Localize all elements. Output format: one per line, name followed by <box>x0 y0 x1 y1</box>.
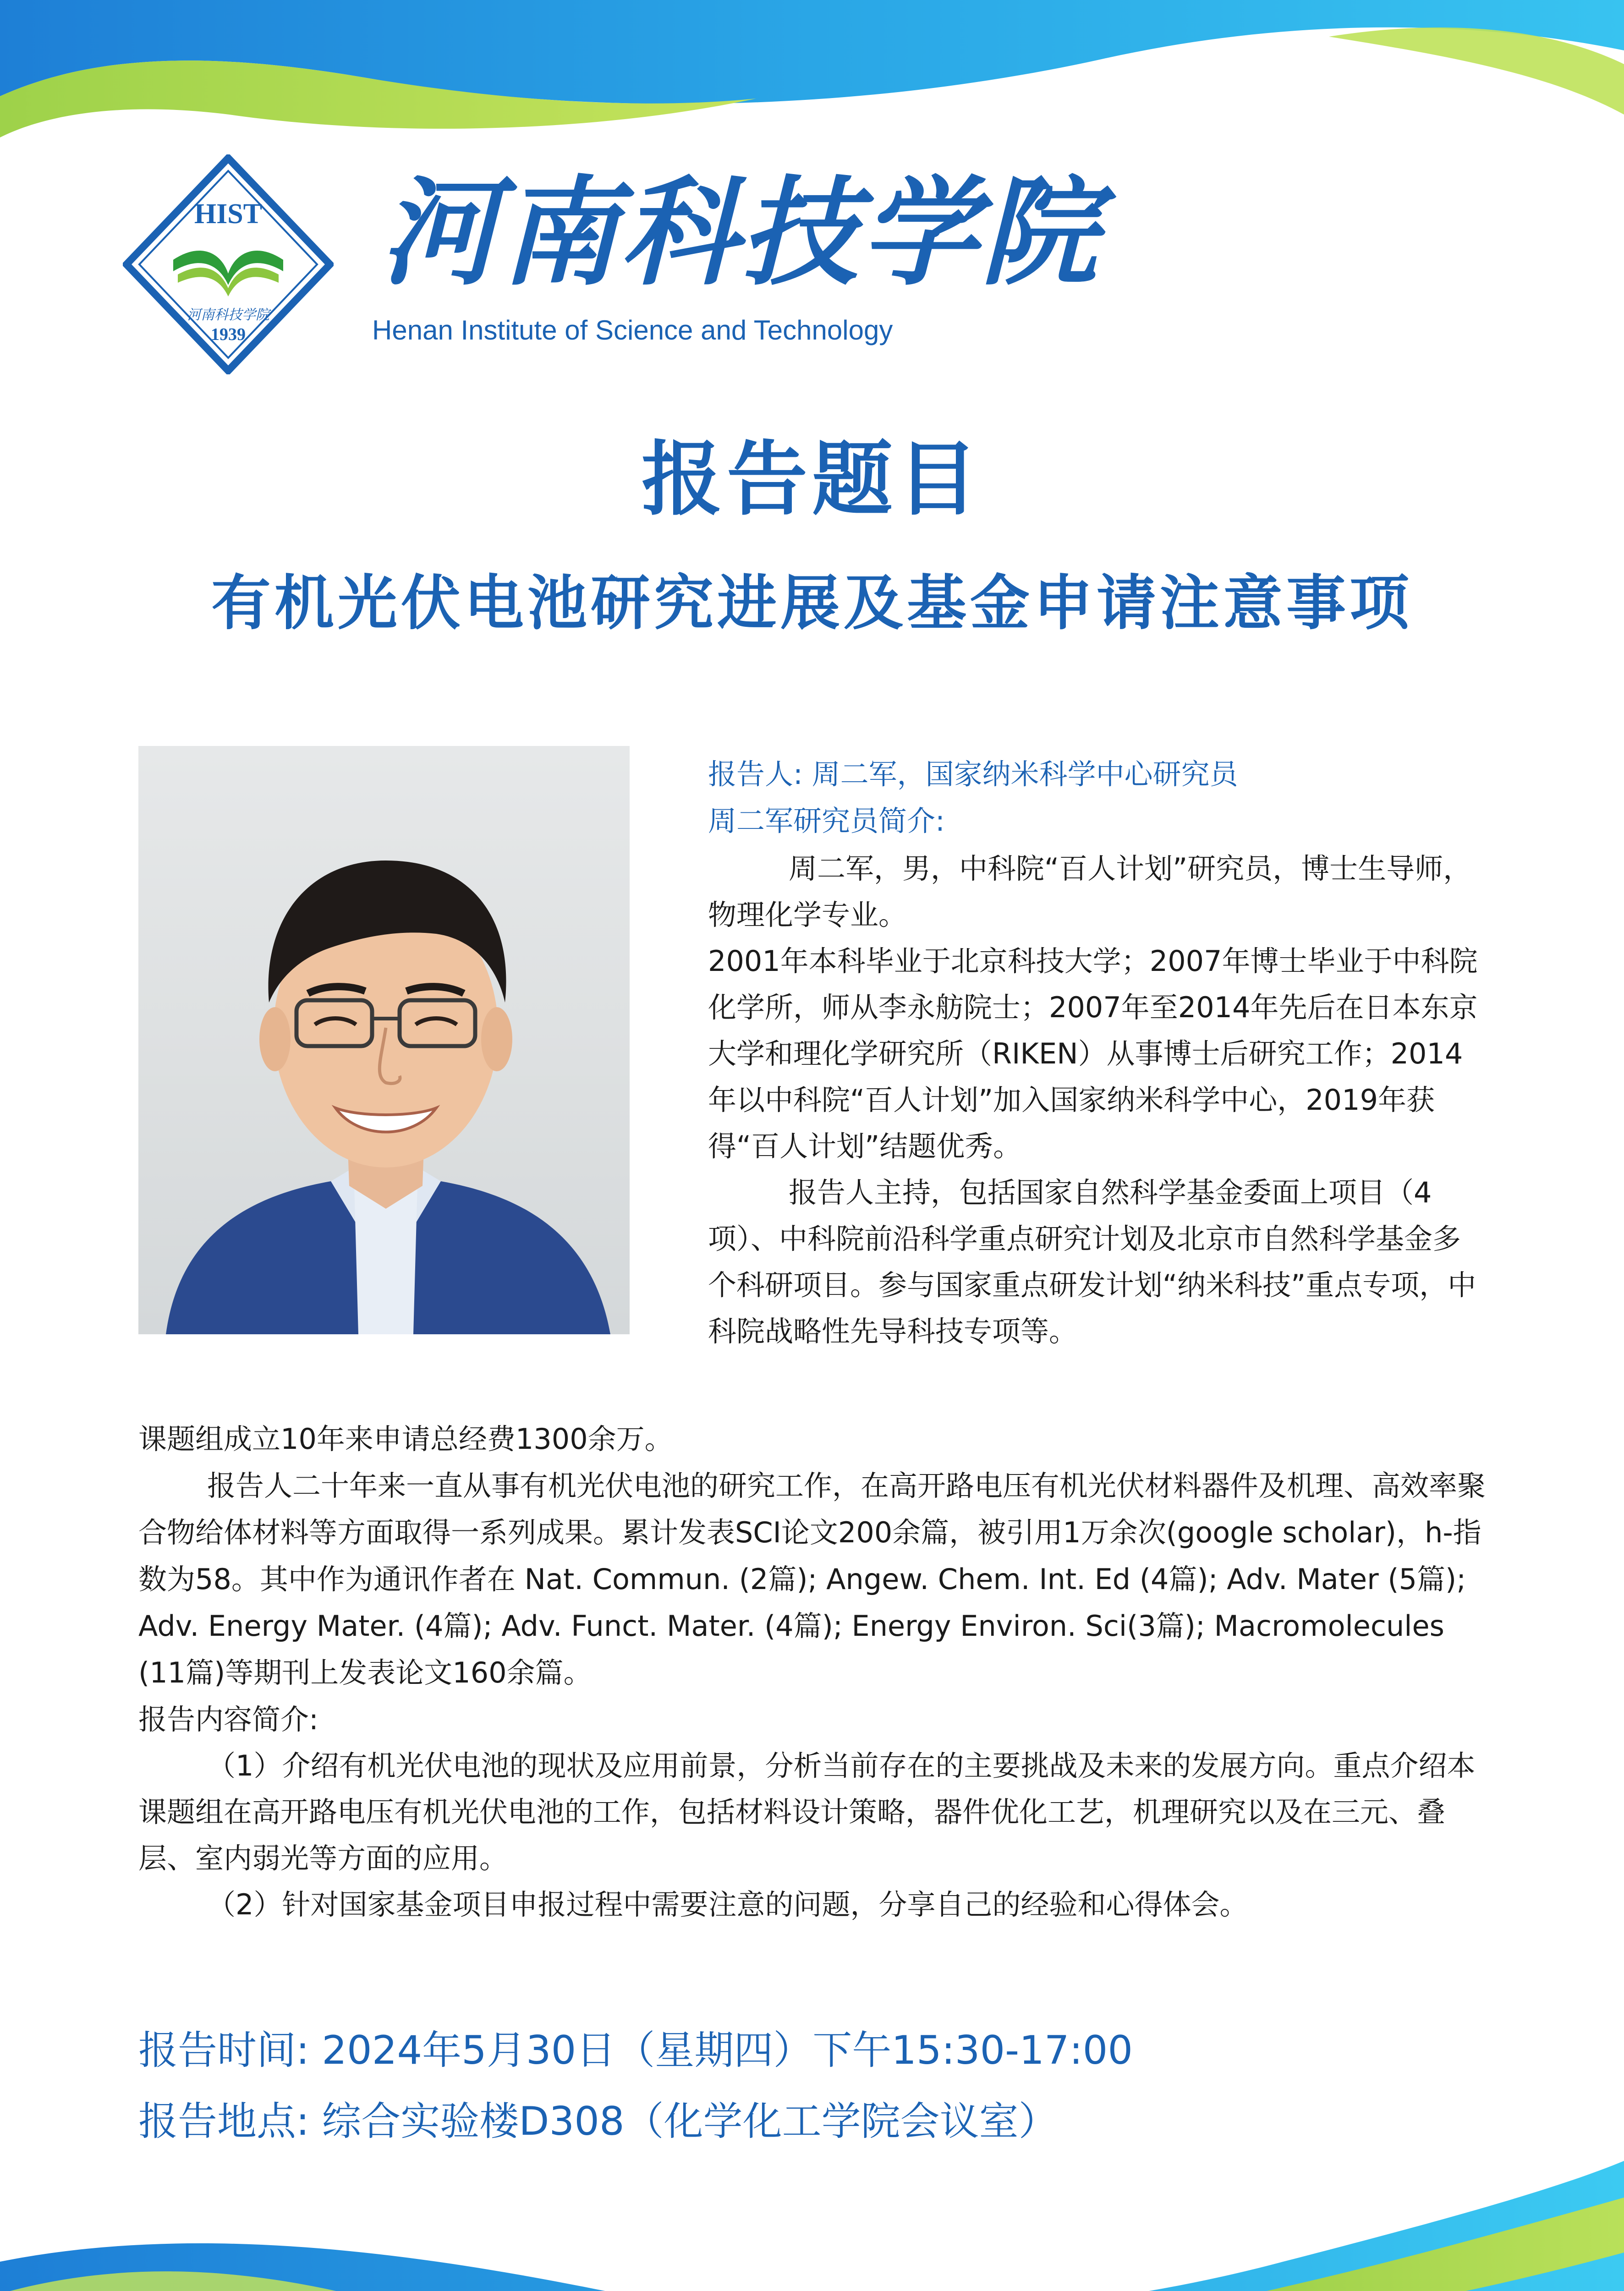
content-item-2: （2）针对国家基金项目申报过程中需要注意的问题，分享自己的经验和心得体会。 <box>207 1888 1248 1921</box>
report-content-section <box>138 1696 1495 1928</box>
content-item-1: （1）介绍有机光伏电池的现状及应用前景，分析当前存在的主要挑战及未来的发展方向。重点介绍本课题组在高开路电压有机光伏电池的工作，包括材料设计策略，器件优化工艺，机理研究以及在三元、叠层、室内弱光等方面的应用。 <box>138 1749 1476 1875</box>
bio-paragraph-3-continued: 课题组成立10年来申请总经费1300余万。 <box>138 1422 673 1456</box>
top-wave-decoration <box>0 0 1624 151</box>
report-topic: 有机光伏电池研究进展及基金申请注意事项 <box>211 568 1413 638</box>
speaker-bio-wide-column <box>138 1416 1495 1696</box>
emblem-school-name: 河南科技学院 <box>187 307 269 323</box>
report-location: 报告地点: 综合实验楼D308（化学化工学院会议室） <box>138 2099 1058 2144</box>
bio-paragraph-3: 报告人主持，包括国家自然科学基金委面上项目（4项）、中科院前沿科学重点研究计划及北京市自然科学基金多个科研项目。参与国家重点研发计划“纳米科技”重点专项，中科院战略性先导科技专项等。 <box>708 1176 1476 1348</box>
bottom-wave-decoration <box>0 2143 1624 2291</box>
report-heading: 报告题目 <box>641 433 982 526</box>
speaker-photo <box>138 746 630 1334</box>
emblem-year: 1939 <box>211 325 246 344</box>
portrait-illustration <box>138 746 630 1334</box>
report-time: 报告时间: 2024年5月30日（星期四）下午15:30-17:00 <box>138 2028 1133 2073</box>
bio-paragraph-4: 报告人二十年来一直从事有机光伏电池的研究工作，在高开路电压有机光伏材料器件及机理、高效率聚合物给体材料等方面取得一系列成果。累计发表SCI论文200余篇，被引用1万余次(google scholar)，h-指数为58。其中作为通讯作者在 Nat. Commun. (2篇); Angew. Chem. Int. Ed (4篇); Adv. Mater (5篇); Adv. Energy Mater. (4篇); Adv. Funct. Mater. (4篇); Energy Environ. Sci(3篇); Macromolecules (11篇)等期刊上发表论文160余篇。 <box>138 1469 1486 1689</box>
emblem-abbr: HIST <box>194 198 263 230</box>
bio-paragraph-2: 2001年本科毕业于北京科技大学；2007年博士毕业于中科院化学所，师从李永舫院士；2007年至2014年先后在日本东京大学和理化学研究所（RIKEN）从事博士后研究工作；2014年以中科院“百人计划”加入国家纳米科学中心，2019年获得“百人计划”结题优秀。 <box>708 944 1478 1163</box>
speaker-bio-narrow-column <box>708 845 1482 1354</box>
school-emblem <box>123 154 334 374</box>
speaker-intro-heading: 周二军研究员简介: <box>708 804 945 838</box>
school-name-english: Henan Institute of Science and Technology <box>372 315 893 345</box>
bio-paragraph-1: 周二军，男，中科院“百人计划”研究员，博士生导师，物理化学专业。 <box>708 852 1472 932</box>
content-heading: 报告内容简介: <box>138 1703 318 1736</box>
school-name-chinese: 河南科技学院 <box>380 164 1101 301</box>
speaker-line: 报告人: 周二军，国家纳米科学中心研究员 <box>708 757 1238 791</box>
